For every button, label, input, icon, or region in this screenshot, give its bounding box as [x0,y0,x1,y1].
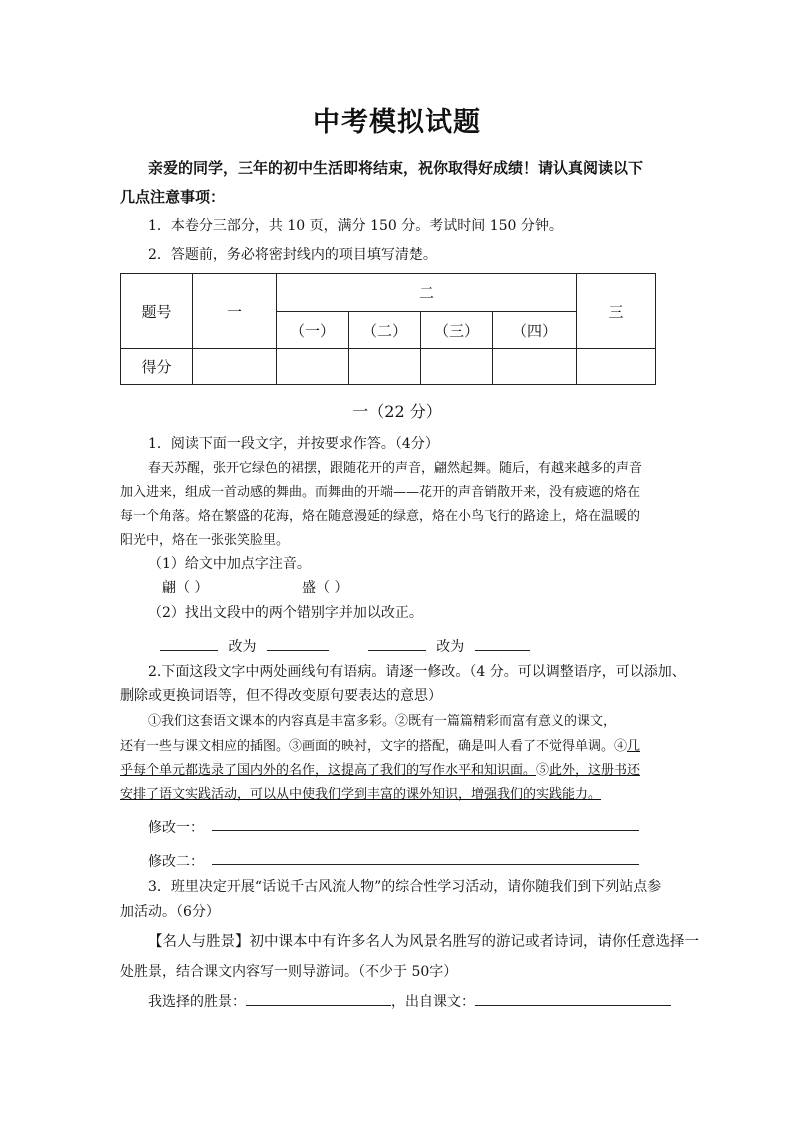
q1-passage-line-1: 春天苏醒，张开它绿色的裙摆，跟随花开的声音，翩然起舞。随后，有越来越多的声音 [148,461,643,476]
score-row-label: 得分 [121,349,193,385]
q1-sub-2: （2）找出文段中的两个错别字并加以改正。 [148,605,423,621]
correct-label-1: 改为 [228,639,257,655]
wrong-char-2-blank[interactable] [368,650,426,651]
sub-col-1: （一） [277,312,349,349]
note-2: 2．答题前，务必将密封线内的项目填写清楚。 [148,247,437,263]
wrong-char-1-blank[interactable] [160,650,218,651]
sub-col-4: （四） [493,312,577,349]
q2-para-line-4 [120,783,601,802]
intro-line-2: 几点注意事项： [120,188,226,206]
q2-sentence-marker: ⑤ [536,763,550,778]
q2-underlined-sentence-2-start: 此外，这册书还 [549,763,641,778]
page-title: 中考模拟试题 [313,107,481,138]
q3-prompt-1: 3．班里决定开展“话说千古风流人物”的综合性学习活动，请你随我们到下列站点参 [148,879,662,895]
fix-2-label: 修改二： [148,854,204,870]
score-table [120,273,656,385]
pinyin-answer-2[interactable]: （ ） [316,580,349,596]
score-cell-one[interactable] [193,349,277,385]
pinyin-answer-1[interactable]: （ ） [176,580,209,596]
q2-underlined-sentence-start: 几 [627,739,641,754]
score-cell-two-3[interactable] [421,349,493,385]
scenic-spot-blank[interactable] [246,1005,391,1006]
col-part-one: 一 [193,274,277,349]
q2-para-line-3 [120,759,640,778]
q1-passage-line-3: 每一个角落。烙在繁盛的花海，烙在随意漫延的绿意，烙在小鸟飞行的路途上，烙在温暖的 [120,509,641,524]
q2-para-line-2 [120,735,640,754]
score-cell-two-2[interactable] [349,349,421,385]
correction-row [160,636,530,656]
col-part-three: 三 [577,274,656,349]
fix-2-row [148,851,204,871]
q1-passage-line-4: 阳光中，烙在一张张笑脸里。 [120,533,290,548]
pinyin-char-1: 翩 [162,580,176,596]
sub-col-2: （二） [349,312,421,349]
fix-1-label: 修改一： [148,820,204,836]
q1-prompt: 1．阅读下面一段文字，并按要求作答。（4分） [148,436,439,452]
section-heading: 一（22 分） [352,402,442,421]
q2-para-line-1: ①我们这套语文课本的内容真是丰富多彩。②既有一篇篇精彩而富有意义的课文， [148,714,617,729]
score-cell-two-4[interactable] [493,349,577,385]
q2-para-line-2-text: 还有一些与课文相应的插图。③画面的映衬，文字的搭配，确是叫人看了不觉得单调。④ [120,739,628,754]
right-char-1-blank[interactable] [267,650,329,651]
pinyin-item-1 [162,577,208,597]
fix-2-answer-line[interactable] [212,864,639,865]
q2-underlined-sentence-2: 安排了语文实践活动，可以从中使我们学到丰富的课外知识，增强我们的实践能力。 [120,787,602,802]
q2-prompt-2: 删除或更换词语等，但不得改变原句要表达的意思） [120,688,442,704]
fix-1-answer-line[interactable] [212,830,639,831]
q2-underlined-sentence-1: 乎每个单元都选录了国内外的名作，这提高了我们的写作水平和知识面。 [120,763,537,778]
q2-prompt-1: 2.下面这段文字中两处画线句有语病。请逐一修改。（4 分。可以调整语序，可以添加、 [148,664,686,680]
right-char-2-blank[interactable] [475,650,530,651]
q3-prompt-2: 加活动。（6分） [120,904,220,920]
q3-answer-row [148,991,671,1011]
fix-1-row [148,817,204,837]
pinyin-item-2 [302,577,348,597]
score-cell-two-1[interactable] [277,349,349,385]
intro-line-1: 亲爱的同学，三年的初中生活即将结束，祝你取得好成绩！请认真阅读以下 [148,159,644,177]
sub-col-3: （三） [421,312,493,349]
q3-task-2: 处胜景，结合课文内容写一则导游词。（不少于 50字） [120,964,458,980]
correct-label-2: 改为 [436,639,465,655]
q3-task-1: 【名人与胜景】初中课本中有许多名人为风景名胜写的游记或者诗词，请你任意选择一 [148,934,699,950]
q1-sub-1: （1）给文中加点字注音。 [148,556,311,572]
pinyin-char-2: 盛 [302,580,316,596]
scenic-spot-label: 我选择的胜景： [148,994,246,1010]
score-cell-three[interactable] [577,349,656,385]
source-text-label: ，出自课文： [391,994,475,1010]
q1-passage-line-2: 加入进来，组成一首动感的舞曲。而舞曲的开端——花开的声音销散开来，没有疲遮的烙在 [120,485,641,500]
source-text-blank[interactable] [475,1005,671,1006]
question-number-label: 题号 [121,274,193,349]
col-part-two: 二 [277,274,577,312]
note-1: 1．本卷分三部分，共 10 页，满分 150 分。考试时间 150 分钟。 [148,218,563,234]
